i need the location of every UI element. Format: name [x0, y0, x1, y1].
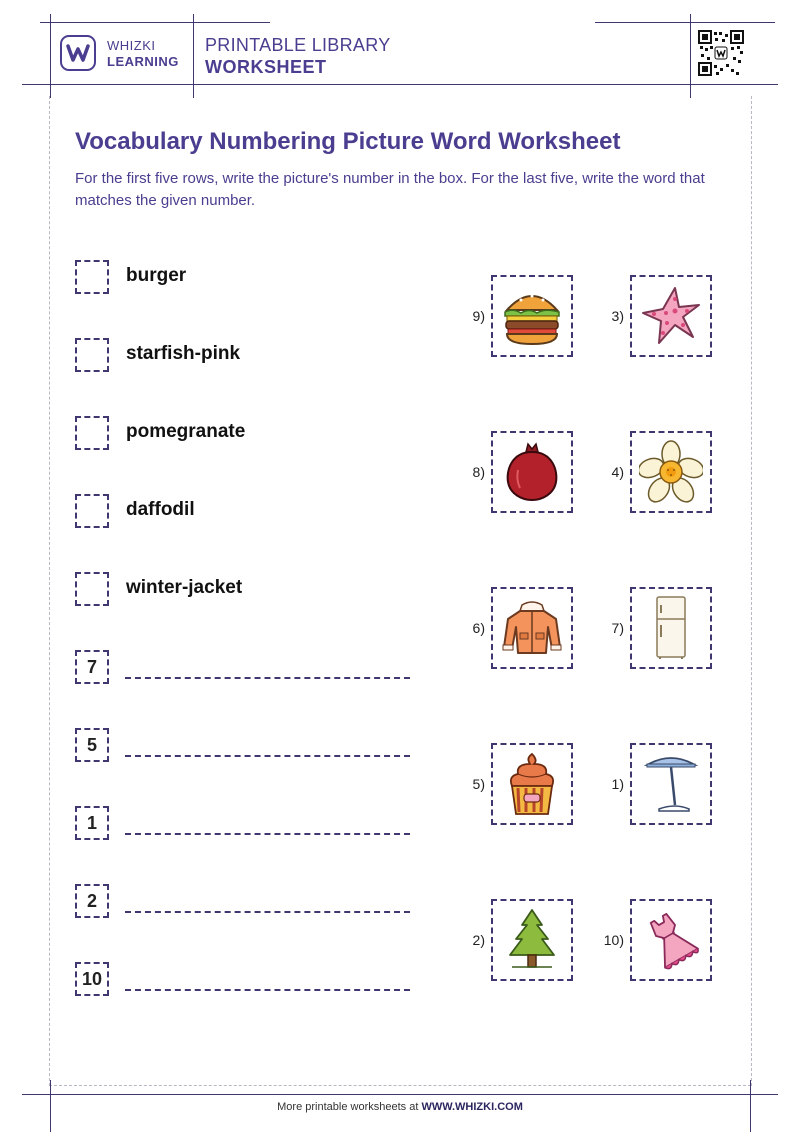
picture-box-lamp: [630, 743, 712, 825]
header-top-line-left: [40, 22, 270, 23]
picture-box-cupcake: [491, 743, 573, 825]
picture-box-refrigerator: [630, 587, 712, 669]
answer-box-1[interactable]: [75, 260, 109, 294]
answer-box-3[interactable]: [75, 416, 109, 450]
header-label-bottom: WORKSHEET: [205, 57, 327, 77]
picture-label-6: 6): [472, 620, 485, 636]
picture-label-9: 9): [472, 308, 485, 324]
word-burger: burger: [126, 265, 187, 286]
footer-link[interactable]: WWW.WHIZKI.COM: [421, 1101, 523, 1113]
footer-line: [22, 1094, 778, 1095]
picture-label-4: 4): [611, 464, 624, 480]
answer-box-4[interactable]: [75, 494, 109, 528]
header-bottom-line: [22, 84, 778, 85]
worksheet-title: Vocabulary Numbering Picture Word Worksheet: [75, 128, 621, 155]
picture-box-daffodil: [630, 431, 712, 513]
number-box-5: 5: [75, 728, 109, 762]
header-left-border: [50, 14, 51, 98]
header-right-border: [690, 14, 691, 98]
number-box-1: 1: [75, 806, 109, 840]
picture-label-1: 1): [611, 776, 624, 792]
write-line-4[interactable]: [125, 911, 410, 913]
word-winter-jacket: winter-jacket: [126, 577, 243, 598]
burger-icon: [499, 286, 565, 346]
page-frame-right: [751, 96, 752, 1086]
picture-label-2: 2): [472, 932, 485, 948]
number-box-2: 2: [75, 884, 109, 918]
number-box-7: 7: [75, 650, 109, 684]
picture-box-winter-jacket: [491, 587, 573, 669]
picture-box-pomegranate: [491, 431, 573, 513]
answer-box-2[interactable]: [75, 338, 109, 372]
header-divider: [193, 14, 194, 98]
winter-jacket-icon: [500, 597, 564, 659]
refrigerator-icon: [651, 595, 691, 661]
footer-text: [0, 1101, 800, 1113]
pomegranate-icon: [502, 440, 562, 504]
write-line-5[interactable]: [125, 989, 410, 991]
dress-icon: [640, 909, 702, 971]
header-top-line-right: [595, 22, 775, 23]
daffodil-icon: [639, 440, 703, 504]
picture-box-dress: [630, 899, 712, 981]
picture-label-8: 8): [472, 464, 485, 480]
footer-label: More printable worksheets at: [277, 1101, 422, 1113]
write-line-3[interactable]: [125, 833, 410, 835]
word-starfish-pink: starfish-pink: [126, 343, 241, 364]
answer-box-5[interactable]: [75, 572, 109, 606]
word-daffodil: daffodil: [126, 499, 195, 520]
pine-tree-icon: [502, 907, 562, 973]
starfish-icon: [639, 285, 703, 347]
qr-code: [698, 30, 744, 76]
lamp-icon: [641, 751, 701, 817]
write-line-2[interactable]: [125, 755, 410, 757]
picture-box-burger: [491, 275, 573, 357]
picture-label-5: 5): [472, 776, 485, 792]
cupcake-icon: [504, 750, 560, 818]
write-line-1[interactable]: [125, 677, 410, 679]
word-pomegranate: pomegranate: [126, 421, 246, 442]
header-label-top: PRINTABLE LIBRARY: [205, 35, 391, 55]
picture-label-10: 10): [603, 932, 624, 948]
worksheet-instructions: For the first five rows, write the picture's number in the box. For the last five, write the word that matches the given number.: [75, 170, 705, 209]
number-box-10: 10: [75, 962, 109, 996]
whizki-logo: [60, 35, 96, 71]
page-frame-bottom: [49, 1085, 751, 1086]
picture-box-pine-tree: [491, 899, 573, 981]
picture-label-7: 7): [611, 620, 624, 636]
logo-text-line1: WHIZKI: [107, 38, 156, 53]
page-frame-left: [49, 96, 50, 1086]
logo-text-line2: LEARNING: [107, 54, 179, 69]
picture-label-3: 3): [611, 308, 624, 324]
whizki-logo-icon: [66, 43, 90, 63]
picture-box-starfish: [630, 275, 712, 357]
